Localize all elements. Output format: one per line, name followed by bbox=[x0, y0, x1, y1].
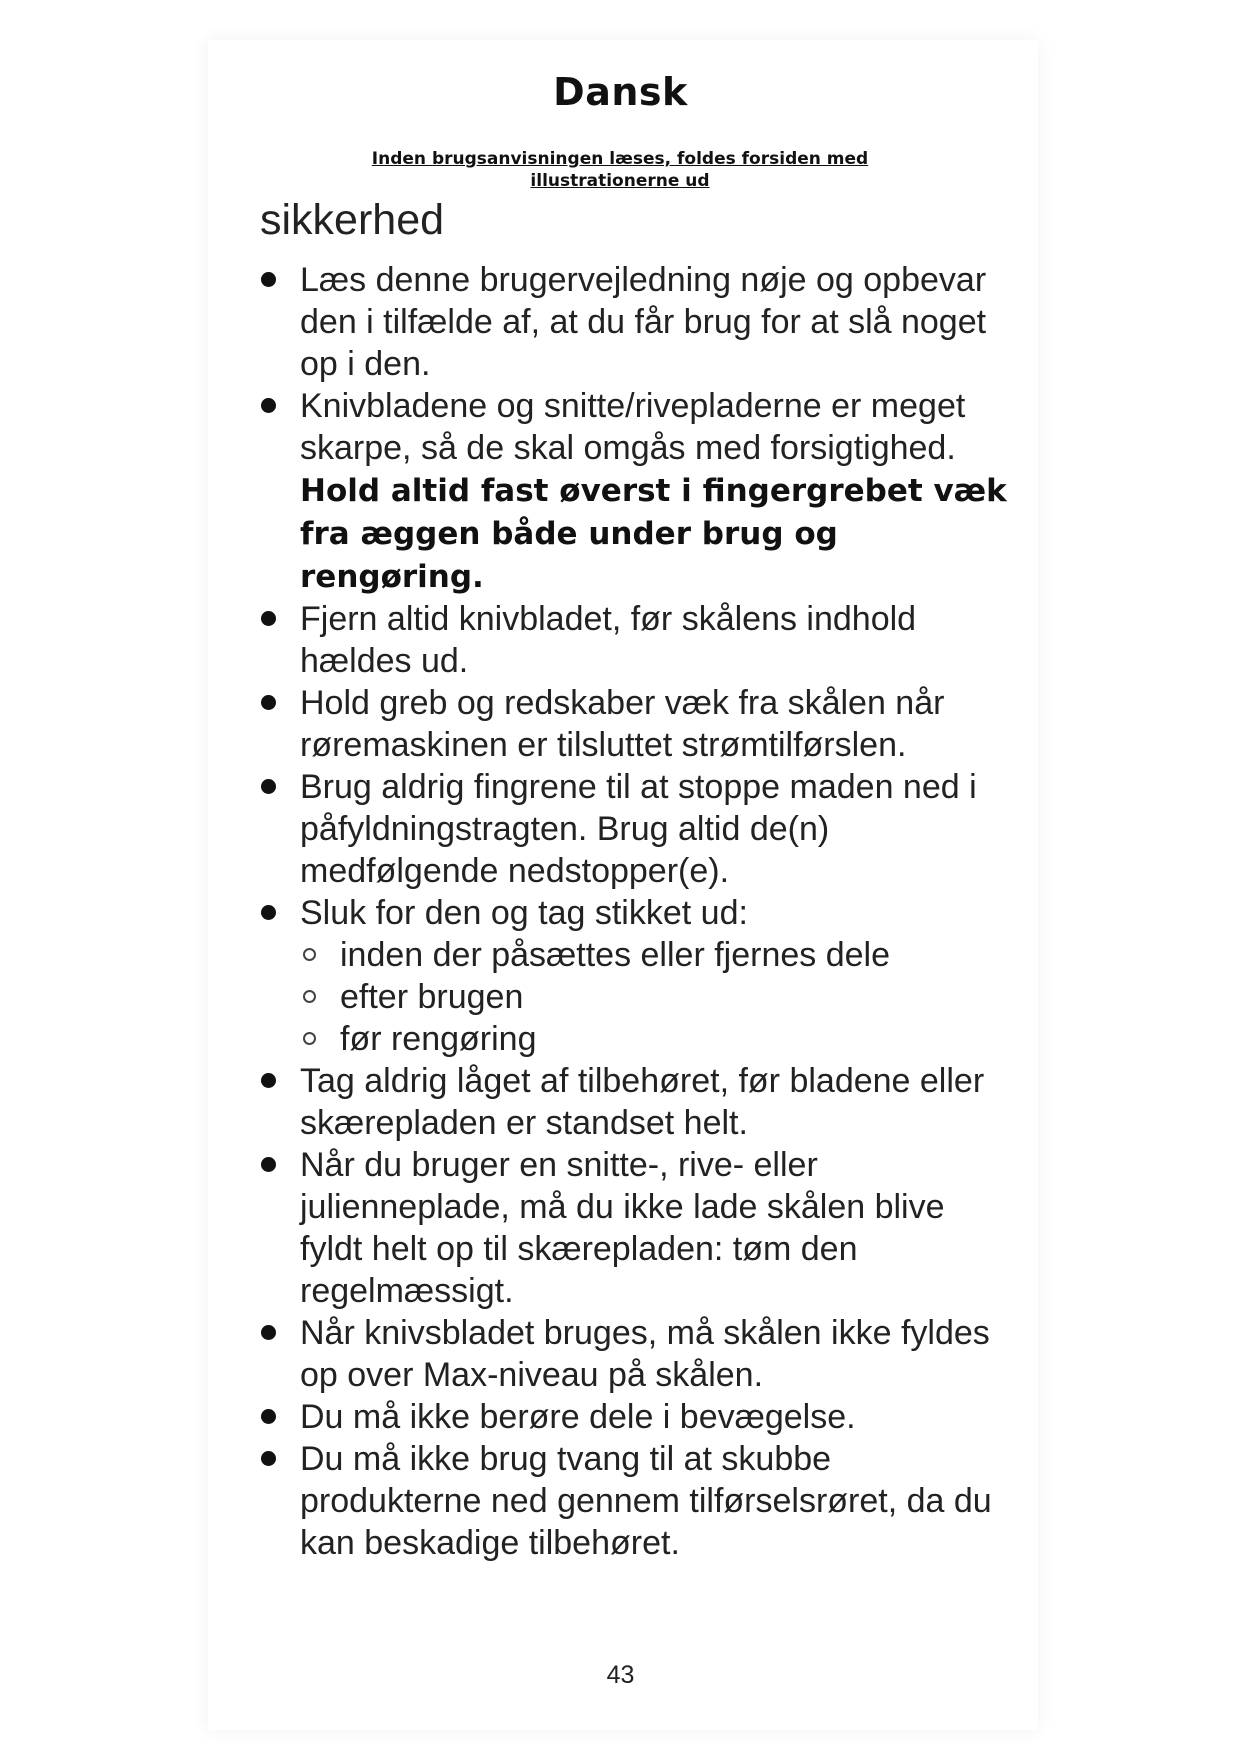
list-item bbox=[258, 1144, 1008, 1312]
list-item-text: Når knivsbladet bruges, må skålen ikke fyldes op over Max-niveau på skålen. bbox=[300, 1314, 990, 1394]
list-item-bold-warning: Hold altid fast øverst i fingergrebet væk fra æggen både under brug og rengøring. bbox=[300, 473, 1007, 595]
sub-list-item bbox=[300, 976, 1008, 1018]
bullet-icon bbox=[261, 1451, 276, 1466]
bullet-icon bbox=[261, 1157, 276, 1172]
list-item-text: Knivbladene og snitte/rivepladerne er meget skarpe, så de skal omgås med forsigtighed. bbox=[300, 387, 966, 467]
fold-out-instruction: Inden brugsanvisningen læses, foldes forsiden med illustrationerne ud bbox=[371, 149, 869, 191]
list-item bbox=[258, 1438, 1008, 1564]
sub-list-item-text: inden der påsættes eller fjernes dele bbox=[340, 936, 890, 974]
sub-list-item-text: før rengøring bbox=[340, 1020, 537, 1058]
list-item bbox=[258, 1060, 1008, 1144]
bullet-icon bbox=[261, 611, 276, 626]
list-item-text: Hold greb og redskaber væk fra skålen når røremaskinen er tilsluttet strømtilførslen. bbox=[300, 684, 945, 764]
sub-list bbox=[300, 934, 1008, 1060]
list-item-text: Tag aldrig låget af tilbehøret, før bladene eller skærepladen er standset helt. bbox=[300, 1062, 985, 1142]
bullet-icon bbox=[261, 1409, 276, 1424]
list-item bbox=[258, 1396, 1008, 1438]
bullet-icon bbox=[261, 905, 276, 920]
bullet-icon bbox=[261, 779, 276, 794]
safety-list bbox=[258, 259, 1008, 1564]
language-heading: Dansk bbox=[553, 70, 688, 114]
list-item bbox=[258, 892, 1008, 1060]
list-item-text: Brug aldrig fingrene til at stoppe maden ned i påfyldningstragten. Brug altid de(n) medfølgende nedstopper(e). bbox=[300, 768, 977, 890]
list-item bbox=[258, 259, 1008, 385]
section-title: sikkerhed bbox=[260, 196, 445, 244]
bullet-icon bbox=[261, 695, 276, 710]
list-item bbox=[258, 1312, 1008, 1396]
list-item bbox=[258, 598, 1008, 682]
bullet-icon bbox=[261, 272, 276, 287]
list-item bbox=[258, 682, 1008, 766]
circle-bullet-icon bbox=[303, 1032, 316, 1045]
list-item bbox=[258, 385, 1008, 598]
sub-list-item-text: efter brugen bbox=[340, 978, 524, 1016]
circle-bullet-icon bbox=[303, 948, 316, 961]
sub-list-item bbox=[300, 934, 1008, 976]
sub-list-item bbox=[300, 1018, 1008, 1060]
list-item-text: Du må ikke berøre dele i bevægelse. bbox=[300, 1398, 856, 1436]
page-number: 43 bbox=[606, 1661, 635, 1689]
list-item-text: Sluk for den og tag stikket ud: bbox=[300, 894, 748, 932]
bullet-icon bbox=[261, 1325, 276, 1340]
list-item-text: Du må ikke brug tvang til at skubbe produkterne ned gennem tilførselsrøret, da du kan beskadige tilbehøret. bbox=[300, 1440, 992, 1562]
list-item bbox=[258, 766, 1008, 892]
list-item-text: Læs denne brugervejledning nøje og opbevar den i tilfælde af, at du får brug for at slå noget op i den. bbox=[300, 261, 987, 383]
list-item-text: Når du bruger en snitte-, rive- eller julienneplade, må du ikke lade skålen blive fyldt helt op til skærepladen: tøm den regelmæssigt. bbox=[300, 1146, 945, 1310]
bullet-icon bbox=[261, 398, 276, 413]
list-item-text: Fjern altid knivbladet, før skålens indhold hældes ud. bbox=[300, 600, 917, 680]
circle-bullet-icon bbox=[303, 990, 316, 1003]
bullet-icon bbox=[261, 1073, 276, 1088]
